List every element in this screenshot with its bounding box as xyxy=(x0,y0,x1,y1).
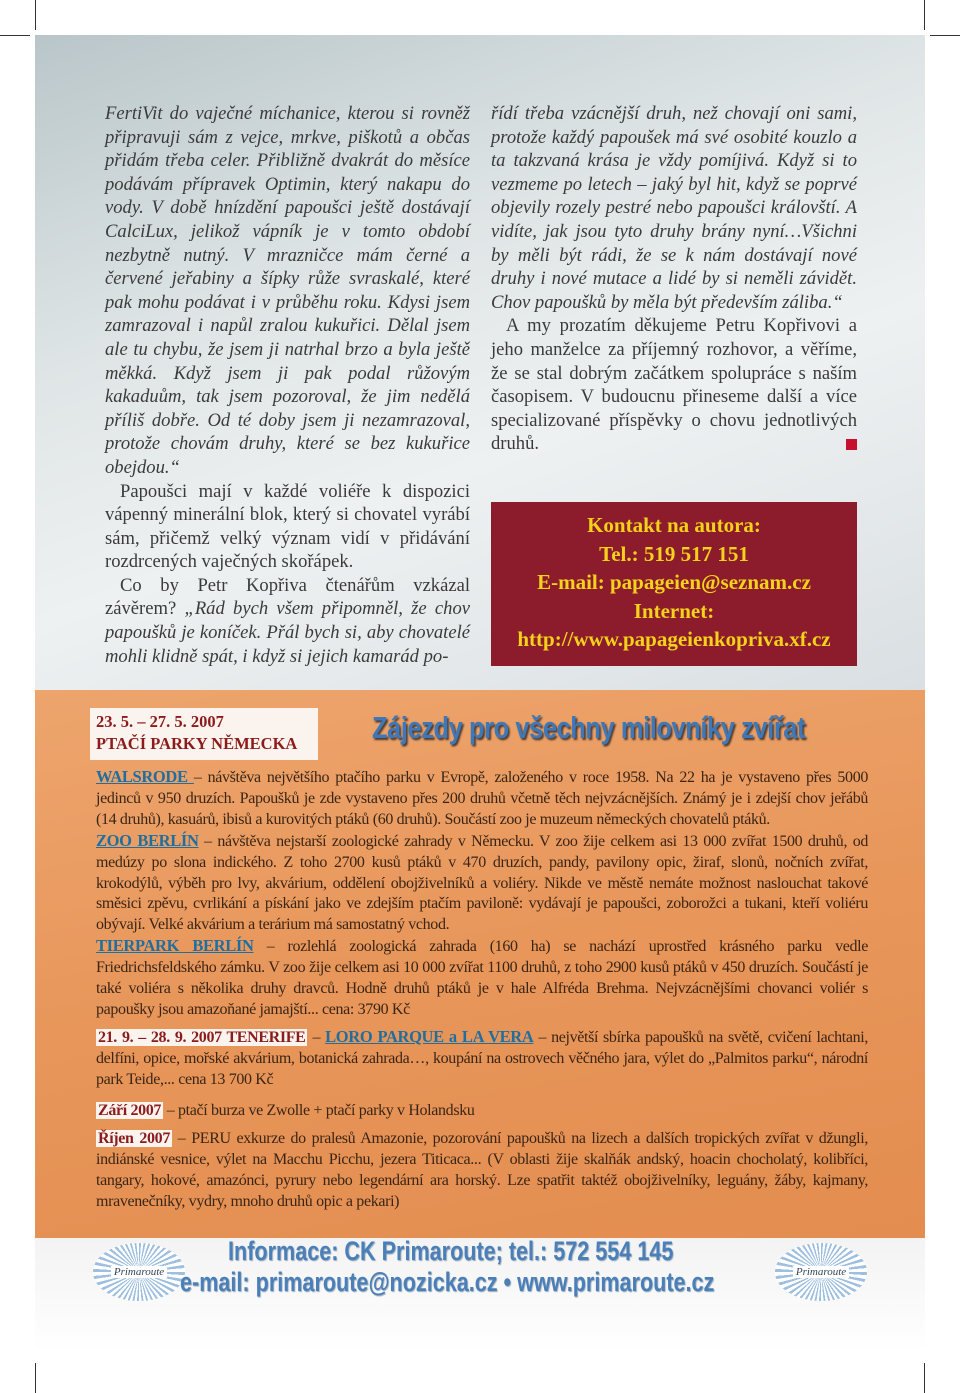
rijen-date-tag: Říjen 2007 xyxy=(98,1130,170,1147)
paragraph xyxy=(491,314,857,456)
paragraph xyxy=(105,480,470,574)
germany-trip-text xyxy=(96,767,868,1021)
logo-text: Primaroute xyxy=(111,1266,167,1278)
article-right-column xyxy=(491,102,857,456)
trip-date-box xyxy=(90,708,318,760)
contact-internet-label: Internet: xyxy=(633,598,715,623)
paragraph-text: A my prozatím děkujeme Petru Kopřivovi a jeho manželce za příjemný rozhovor, a věříme, že se stal dobrým začátkem spolupráce s naším časopisem. V budoucnu přineseme další a více specializované příspěvky o chovu jednotlivých druhů. xyxy=(491,315,857,455)
rijen-text: – PERU exkurze do pralesů Amazonie, pozorování papoušků na lizech a dalších tropických zvířat v džungli, indiánské vesnice, výlet na Macchu Picchu, jezera Titicaca... (V oblasti žije skalňák andský, hoacin chocholatý, kolibříci, tangary, hokové, amazónci, pyrury nebo legendární ara horský. Lze spatřit taktéž obojživelníky, leguány, žáby, kajmany, mravenečníky, vydry, mnoho druhů opic a pekari) xyxy=(96,1130,868,1210)
primaroute-logo xyxy=(93,1243,185,1301)
quote-text: „Rád bych všem připomněl, že chov papoušků je koníček. Přál bych si, aby chovatelé mohli klidně spát, i když si jejich kamarád po- xyxy=(105,598,470,667)
zari-date-tag: Září 2007 xyxy=(98,1102,162,1119)
paragraph: FertiVit do vaječné míchanice, kterou si rovněž připravuji sám z vejce, mrkve, piškotů a občas přidám třeba celer. Přibližně dvakrát do měsíce podávám přípravek Optimin, který nakapu do vody. V době hnízdění papoušci ještě dostávají CalciLux, jelikož vápník je v tomto období nezbytně nutný. V mrazničce mám černé a červené jeřabiny a šípky růže svraskalé, které pak mohu podávat i v průběhu roku. Kdysi jsem zamrazoval i napůl zralou kukuřici. Dělal jsem ale tu chybu, že jsem ji natrhal brzo a byla ještě měkká. Když jsem ji pak podal růžovým kakaduům, tak jsem pozoroval, že jim nedělá příliš dobře. Od té doby jsem ji nezamrazoval, protože chovám druhy, které se bez kukuřice obejdou.“ xyxy=(105,103,470,478)
tenerife-text: – největší sbírka papoušků na světě, cvičení lachtani, delfíni, opice, mořské akvárium, botanická zahrada…, koupání na ostrovech věčného jara, výlet do „Palmitos parku“, národní park Teide,... cena 13 700 Kč xyxy=(96,1029,869,1088)
contact-email[interactable]: E-mail: papageien@seznam.cz xyxy=(537,570,811,594)
walsrode-link[interactable]: WALSRODE xyxy=(96,767,194,786)
info-phone-line: Informace: CK Primaroute; tel.: 572 554 145 xyxy=(228,1236,674,1266)
contact-url[interactable]: http://www.papageienkopriva.xf.cz xyxy=(517,627,831,651)
paragraph-text: Papoušci mají v každé voliéře k dispozici vápenný minerální blok, který si chovatel vyrábí sám, přičemž velký význam vidí v přidávání rozdrcených vaječných skořápek. xyxy=(105,480,470,573)
paragraph-text: Co by Petr Kopřiva čtenářům vzkázal závěrem? xyxy=(105,574,470,620)
ad-banner-title: Zájezdy pro všechny milovníky zvířat xyxy=(372,710,806,745)
contact-title: Kontakt na autora: xyxy=(587,513,761,537)
info-contact-line[interactable]: e-mail: primaroute@nozicka.cz • www.primaroute.cz xyxy=(180,1267,715,1297)
trip-date: 23. 5. – 27. 5. 2007 xyxy=(96,712,224,731)
article-left-column xyxy=(105,102,470,668)
tierpark-berlin-link[interactable]: TIERPARK BERLÍN xyxy=(96,936,254,956)
author-contact-box xyxy=(491,502,857,666)
loro-parque-link[interactable]: LORO PARQUE a LA VERA xyxy=(325,1027,534,1046)
end-mark-icon xyxy=(846,439,857,450)
tenerife-trip-text xyxy=(96,1027,868,1091)
walsrode-text: – návštěva největšího ptačího parku v Evropě, založeného v roce 1958. Na 22 ha je vystaveno přes 5000 jedinců v 950 druzích. Papoušků je zde vystaveno přes 200 druhů včetně těch nejvzácnějších. Známý je i zdejší chov jeřábů (14 druhů), kasuárů, ibisů a kurovitých ptáků (60 druhů). Součástí zoo je muzeum německých chovatelů ptáků. xyxy=(96,769,868,828)
paragraph: řídí třeba vzácnější druh, než chovají oni sami, protože každý papoušek má své osobité kouzlo a ta takzvaná krása je vždy pomíjivá. Když si to vezmeme po letech – jaký byl hit, když se poprvé objevily rozely pestré nebo papoušci královští. A vidíte, jak jsou tyto druhy brány nyní…Všichni by měli být rádi, že se k nám dostávají nové druhy i nové mutace a lidé by si neměli závidět. Chov papoušků by měla být především záliba.“ xyxy=(491,103,857,313)
zoo-berlin-text: – návštěva nejstarší zoologické zahrady v Německu. V zoo žije celkem asi 13 000 zvířat 1500 druhů, od medúzy po slona indického. Z toho 2700 kusů ptáků v 470 druzích, pandy, pavilony opic, žiraf, slonů, nočních zvířat, krokodýlů, výběh pro lvy, akvárium, oddělení obojživelníků a voliéry. Nikde ve městě nemáte možnost naslouchat takové směsici zpěvu, cvrlikání a pískání jako ve zdejším ptačím paviloně: vydávají je papoušci, zoborožci a tukani, kteří voliéru obývají. Velké akvárium a terárium má samostatný vchod. xyxy=(96,832,868,934)
paragraph xyxy=(105,574,470,668)
tenerife-date-tag: 21. 9. – 28. 9. 2007 TENERIFE xyxy=(98,1029,306,1046)
logo-text: Primaroute xyxy=(793,1266,849,1278)
trip-title: PTAČÍ PARKY NĚMECKA xyxy=(96,734,298,753)
tierpark-berlin-text: – rozlehlá zoologická zahrada (160 ha) se nachází uprostřed krásného parku vedle Friedrichsfeldského zámku. V zoo žije celkem asi 10 000 zvířat 1100 druhů, z toho 2900 kusů ptáků v 450 druzích. Součástí je také voliéra s několika druhy dravců. Hodně druhů ptáků je v hale Alfréda Brehma. Nejvzácnějšími chovanci voliér s papoušky jsou amazoňané jamajští... cena: 3790 Kč xyxy=(96,938,868,1018)
zari-text: – ptačí burza ve Zwolle + ptačí parky v Holandsku xyxy=(163,1102,475,1119)
rijen-trip-text xyxy=(96,1129,868,1213)
separator: – xyxy=(307,1029,326,1046)
contact-phone: Tel.: 519 517 151 xyxy=(599,541,749,566)
zari-trip-text xyxy=(96,1101,868,1122)
zoo-berlin-link[interactable]: ZOO BERLÍN xyxy=(96,830,199,850)
primaroute-logo xyxy=(775,1243,867,1301)
